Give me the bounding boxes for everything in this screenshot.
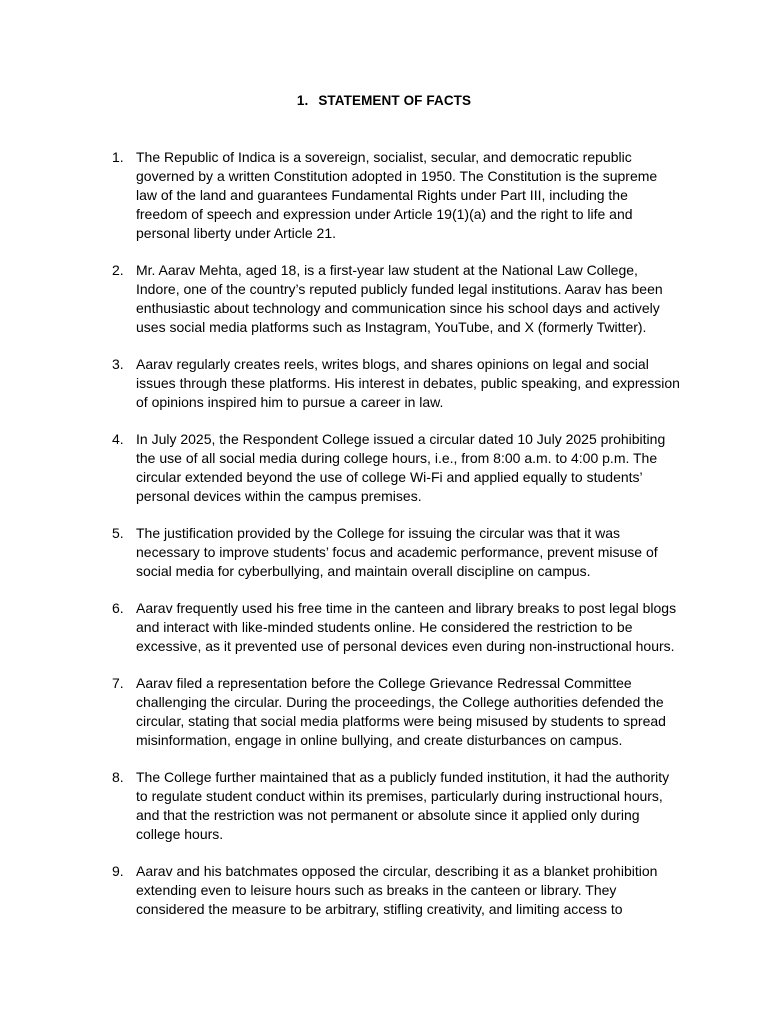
fact-number: 6. bbox=[112, 600, 124, 616]
fact-number: 1. bbox=[112, 149, 124, 165]
fact-text: The College further maintained that as a publicly funded institution, it had the authority to regulate student conduct within its premises, particularly during instructional hours, and that the restriction was not permanent or absolute since it applied only during college hours. bbox=[136, 769, 670, 842]
fact-text: Aarav regularly creates reels, writes blogs, and shares opinions on legal and social issues through these platforms. His interest in debates, public speaking, and expression of opinions inspired him to pursue a career in law. bbox=[136, 356, 680, 410]
section-heading bbox=[0, 92, 768, 110]
fact-number: 9. bbox=[112, 863, 124, 879]
fact-text: Aarav and his batchmates opposed the circular, describing it as a blanket prohibition extending even to leisure hours such as breaks in the canteen or library. They considered the measure to be arbitrary, stifling creativity, and limiting access to bbox=[136, 863, 658, 917]
fact-text: The Republic of Indica is a sovereign, socialist, secular, and democratic republic governed by a written Constitution adopted in 1950. The Constitution is the supreme law of the land and guarantees Fundamental Rights under Part III, including the freedom of speech and expression under Article 19(1)(a) and the right to life and personal liberty under Article 21. bbox=[136, 149, 658, 241]
fact-number: 7. bbox=[112, 675, 124, 691]
fact-text: Mr. Aarav Mehta, aged 18, is a first-year law student at the National Law College, Indore, one of the country’s reputed publicly funded legal institutions. Aarav has been enthusiastic about technology and communication since his school days and actively uses social media platforms such as Instagram, YouTube, and X (formerly Twitter). bbox=[136, 262, 663, 335]
fact-text: Aarav frequently used his free time in the canteen and library breaks to post legal blogs and interact with like-minded students online. He considered the restriction to be excessive, as it prevented use of personal devices even during non-instructional hours. bbox=[136, 600, 677, 654]
fact-item bbox=[0, 430, 768, 506]
fact-item bbox=[0, 355, 768, 412]
fact-number: 5. bbox=[112, 525, 124, 541]
fact-text: The justification provided by the College for issuing the circular was that it was necessary to improve students’ focus and academic performance, prevent misuse of social media for cyberbullying, and maintain overall discipline on campus. bbox=[136, 525, 658, 579]
section-title: STATEMENT OF FACTS bbox=[318, 93, 472, 108]
facts-list bbox=[0, 148, 768, 937]
fact-number: 4. bbox=[112, 431, 124, 447]
fact-number: 8. bbox=[112, 769, 124, 785]
fact-item bbox=[0, 674, 768, 750]
fact-item bbox=[0, 148, 768, 243]
fact-item bbox=[0, 261, 768, 337]
fact-number: 3. bbox=[112, 356, 124, 372]
fact-text: In July 2025, the Respondent College issued a circular dated 10 July 2025 prohibiting the use of all social media during college hours, i.e., from 8:00 a.m. to 4:00 p.m. The circular extended beyond the use of college Wi-Fi and applied equally to students’ personal devices within the campus premises. bbox=[136, 431, 666, 504]
fact-text: Aarav filed a representation before the College Grievance Redressal Committee challenging the circular. During the proceedings, the College authorities defended the circular, stating that social media platforms were being misused by students to spread misinformation, engage in online bullying, and create disturbances on campus. bbox=[136, 675, 666, 748]
fact-number: 2. bbox=[112, 262, 124, 278]
fact-item bbox=[0, 524, 768, 581]
section-number: 1. bbox=[296, 93, 309, 108]
fact-item bbox=[0, 768, 768, 844]
fact-item bbox=[0, 599, 768, 656]
fact-item bbox=[0, 862, 768, 919]
